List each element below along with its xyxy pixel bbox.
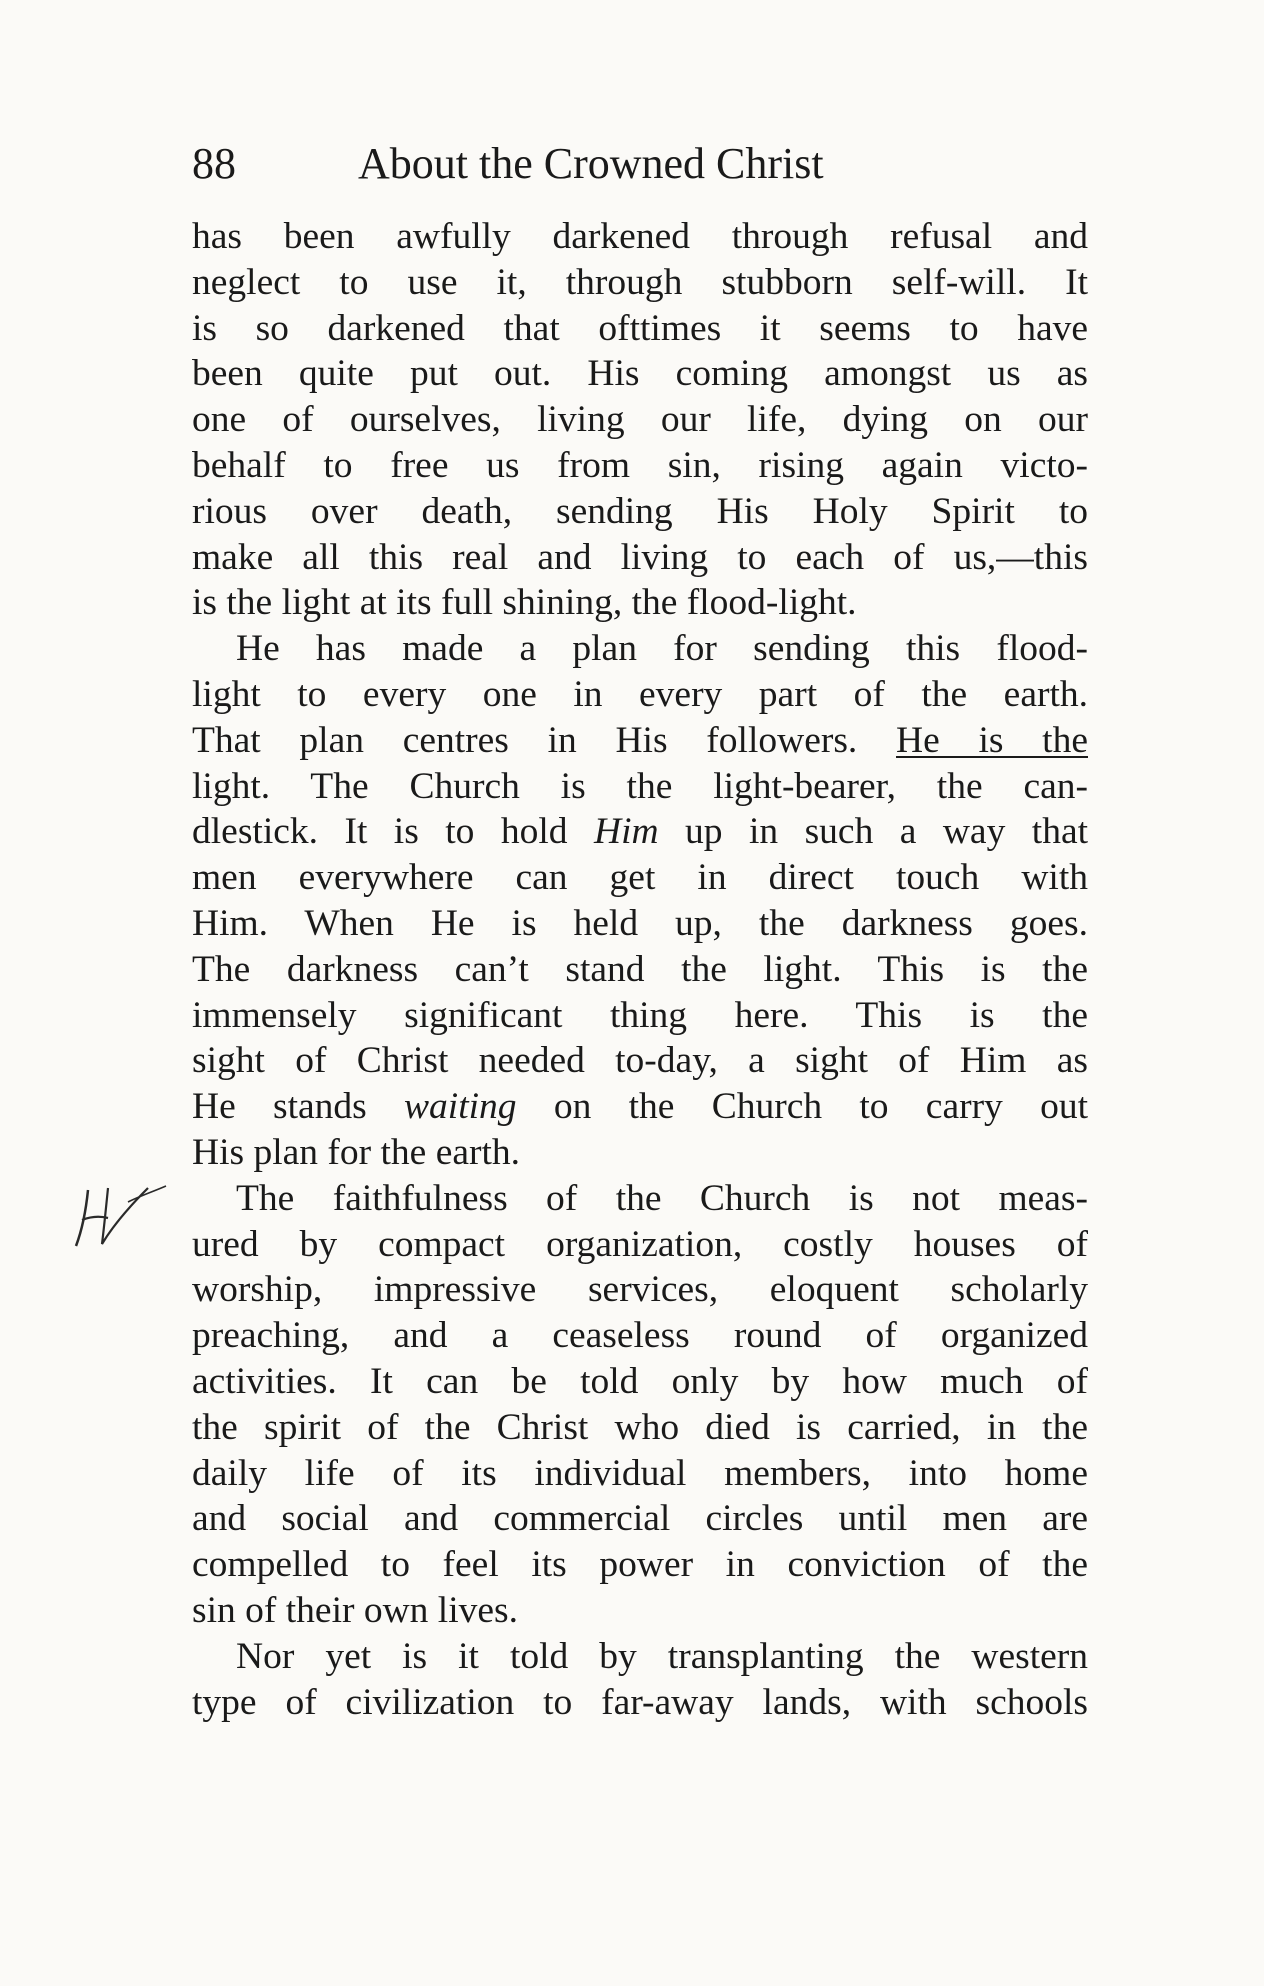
text-line (192, 1084, 1088, 1130)
handwritten-initial-mark-icon (74, 1180, 174, 1250)
paragraph-4 (192, 1634, 1088, 1726)
text-line: has been awfully darkened through refusal and (192, 216, 1088, 257)
text-line: the spirit of the Christ who died is carried, in the (192, 1406, 1088, 1448)
text-line: The faithfulness of the Church is not meas- (236, 1177, 1088, 1219)
text-line: ured by compact organization, costly houses of (192, 1223, 1088, 1265)
text-line: neglect to use it, through stubborn self-will. It (192, 261, 1088, 303)
text-line: rious over death, sending His Holy Spirit to (192, 490, 1088, 532)
text-line: activities. It can be told only by how much of (192, 1360, 1088, 1402)
text-line: immensely significant thing here. This is the (192, 994, 1088, 1036)
text-line: type of civilization to far-away lands, with schools (192, 1681, 1088, 1723)
text-line (192, 718, 1088, 764)
text-fragment: dlestick. It is to hold (192, 811, 568, 853)
paragraph-3 (192, 1176, 1088, 1634)
page-number: 88 (192, 139, 236, 188)
text-line: men everywhere can get in direct touch with (192, 857, 1088, 899)
text-line: preaching, and a ceaseless round of organized (192, 1315, 1088, 1357)
text-line: one of ourselves, living our life, dying on our (192, 399, 1088, 441)
text-line: make all this real and living to each of us,—this (192, 536, 1088, 578)
text-line: sight of Christ needed to-day, a sight of Him as (192, 1040, 1088, 1082)
text-line: worship, impressive services, eloquent scholarly (192, 1269, 1088, 1311)
body-text (192, 214, 1088, 1725)
running-header (192, 136, 1092, 192)
text-line: behalf to free us from sin, rising again victo- (192, 444, 1088, 486)
text-line: daily life of its individual members, into home (192, 1452, 1088, 1494)
text-fragment: on the Church to carry out (516, 1086, 1089, 1128)
text-fragment: That plan centres in His followers. (192, 719, 858, 761)
paragraph-2 (192, 626, 1088, 1176)
running-title: About the Crowned Christ (358, 139, 824, 188)
text-line: and social and commercial circles until men are (192, 1498, 1088, 1540)
italic-word: waiting (404, 1086, 517, 1128)
text-line: is so darkened that ofttimes it seems to have (192, 307, 1088, 349)
text-line: He has made a plan for sending this flood- (236, 628, 1088, 670)
text-line: light. The Church is the light-bearer, the can- (192, 765, 1088, 807)
text-line: The darkness can’t stand the light. This is the (192, 948, 1088, 990)
text-fragment: He stands (192, 1086, 367, 1128)
text-line: Him. When He is held up, the darkness goes. (192, 902, 1088, 944)
text-line: light to every one in every part of the earth. (192, 673, 1088, 715)
text-line: is the light at its full shining, the flood-light. (192, 582, 857, 624)
text-line: His plan for the earth. (192, 1131, 521, 1173)
text-line: Nor yet is it told by transplanting the western (236, 1635, 1088, 1677)
paragraph-1 (192, 214, 1088, 626)
text-line: sin of their own lives. (192, 1589, 519, 1631)
text-fragment: up in such a way that (658, 811, 1089, 853)
italic-word: Him (594, 811, 659, 853)
text-line: compelled to feel its power in conviction of the (192, 1544, 1088, 1586)
text-line: been quite put out. His coming amongst us as (192, 353, 1088, 395)
underlined-phrase: He is the (896, 719, 1088, 761)
text-line (192, 809, 1088, 855)
